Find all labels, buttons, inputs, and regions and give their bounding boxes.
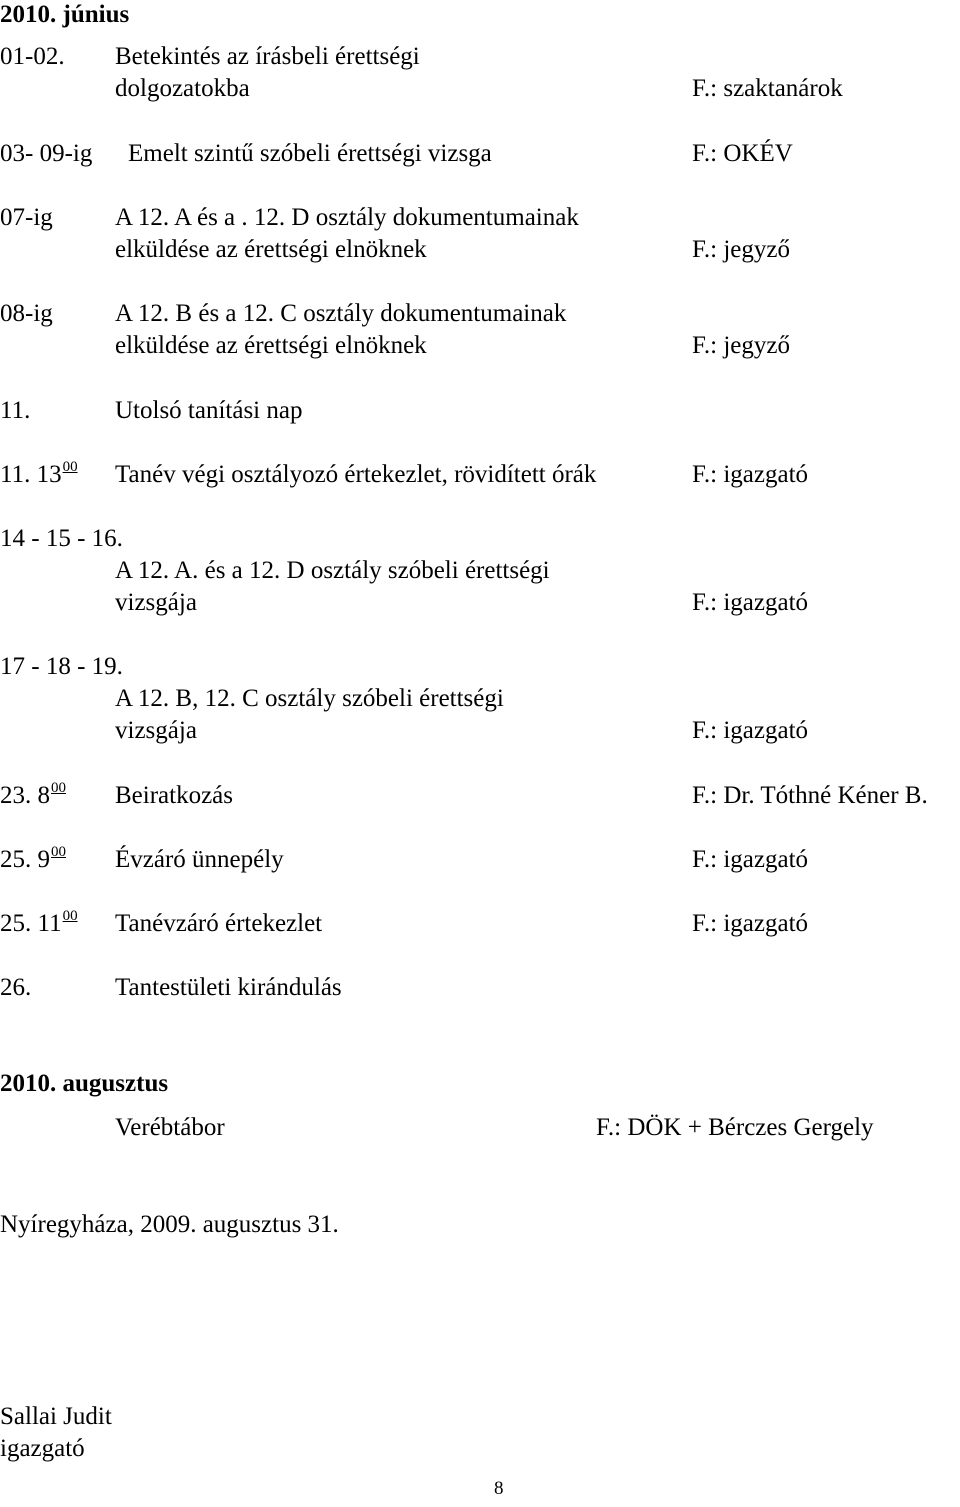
- entry-date: 08-ig: [0, 300, 53, 327]
- entry-description: Verébtábor: [115, 1114, 225, 1141]
- entry-description: Tanév végi osztályozó értekezlet, rövidített órák: [115, 461, 597, 488]
- entry-responsible: F.: igazgató: [692, 589, 809, 616]
- month-heading-august: 2010. augusztus: [0, 1070, 169, 1097]
- signer-name: Sallai Judit: [0, 1403, 112, 1430]
- entry-responsible: F.: szaktanárok: [692, 75, 843, 102]
- time-minutes: 00: [62, 459, 78, 475]
- entry-description: A 12. A és a . 12. D osztály dokumentumainak: [115, 204, 579, 231]
- time-minutes: 00: [51, 844, 66, 860]
- entry-description-cont: dolgozatokba: [115, 75, 250, 102]
- entry-responsible: F.: igazgató: [692, 910, 809, 937]
- entry-date: 23. $8^{00}$: [0, 780, 66, 809]
- entry-responsible: F.: igazgató: [692, 717, 809, 744]
- entry-date: 11.: [0, 397, 31, 424]
- entry-description: A 12. B, 12. C osztály szóbeli érettségi: [115, 685, 504, 712]
- entry-responsible: F.: igazgató: [692, 461, 809, 488]
- entry-description-cont: elküldése az érettségi elnöknek: [115, 236, 427, 263]
- entry-date: 07-ig: [0, 204, 53, 231]
- entry-date: 03- 09-ig: [0, 140, 93, 167]
- entry-description: Beiratkozás: [115, 782, 234, 809]
- entry-responsible: F.: igazgató: [692, 846, 809, 873]
- entry-date: 14 - 15 - 16.: [0, 525, 123, 552]
- entry-responsible: F.: OKÉV: [692, 140, 793, 167]
- entry-description-cont: vizsgája: [115, 717, 197, 744]
- place-date: Nyíregyháza, 2009. augusztus 31.: [0, 1211, 339, 1238]
- entry-description: A 12. B és a 12. C osztály dokumentumainak: [115, 300, 567, 327]
- entry-description: A 12. A. és a 12. D osztály szóbeli érettségi: [115, 557, 550, 584]
- entry-date: 25. $11^{00}$: [0, 908, 78, 937]
- entry-date: 17 - 18 - 19.: [0, 653, 123, 680]
- entry-description: Tanévzáró értekezlet: [115, 910, 323, 937]
- month-heading-june: 2010. június: [0, 1, 130, 28]
- page-number: 8: [494, 1478, 504, 1499]
- entry-responsible: F.: jegyző: [692, 332, 790, 359]
- entry-description: Emelt szintű szóbeli érettségi vizsga: [128, 140, 492, 167]
- entry-date: 01-02.: [0, 43, 65, 70]
- entry-responsible: F.: Dr. Tóthné Kéner B.: [692, 782, 928, 809]
- entry-date: 26.: [0, 974, 32, 1001]
- entry-description: Utolsó tanítási nap: [115, 397, 303, 424]
- entry-description-cont: vizsgája: [115, 589, 197, 616]
- entry-description: Betekintés az írásbeli érettségi: [115, 43, 420, 70]
- entry-description: Tantestületi kirándulás: [115, 974, 342, 1001]
- entry-description-cont: elküldése az érettségi elnöknek: [115, 332, 427, 359]
- time-minutes: 00: [51, 780, 66, 796]
- signer-title: igazgató: [0, 1435, 85, 1462]
- entry-date: 25. $9^{00}$: [0, 844, 66, 873]
- entry-responsible: F.: jegyző: [692, 236, 790, 263]
- entry-description: Évzáró ünnepély: [115, 846, 284, 873]
- time-minutes: 00: [62, 908, 78, 924]
- entry-date: 11. $13^{00}$: [0, 459, 78, 488]
- entry-responsible: F.: DÖK + Bérczes Gergely: [596, 1114, 874, 1141]
